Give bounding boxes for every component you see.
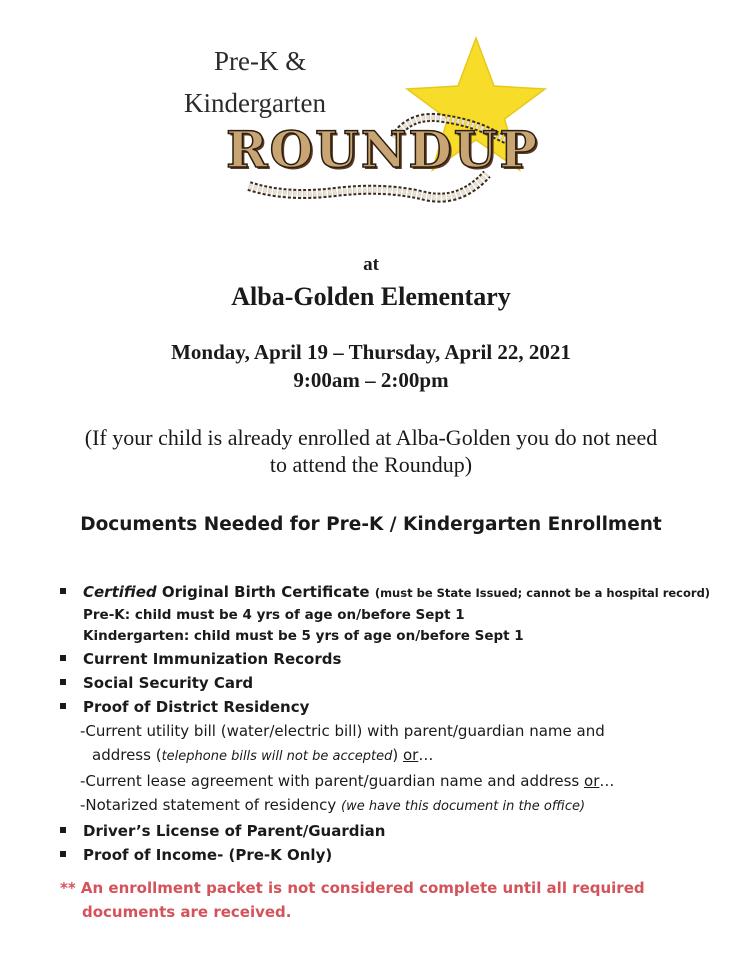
documents-list [60,580,730,867]
enrollment-note [0,424,742,478]
immunization-label: Current Immunization Records [83,650,342,668]
birth-cert-note: (must be State Issued; cannot be a hospital record) [374,586,711,600]
utility-address-text: address ( [92,746,162,764]
drivers-license-label: Driver’s License of Parent/Guardian [83,822,386,840]
proof-of-income-label: Proof of Income- (Pre-K Only) [83,846,333,864]
bullet-icon [60,851,66,857]
lease-line [60,769,730,793]
school-name: Alba-Golden Elementary [231,282,511,311]
note-line-2: to attend the Roundup) [269,452,473,477]
social-security-label: Social Security Card [83,674,254,692]
birth-cert-certified: Certified [83,583,157,601]
notarized-line [60,793,730,819]
enrollment-warning [60,876,700,924]
list-item-residency [60,695,730,719]
list-item-birth-certificate [60,580,730,605]
logo-line-kindergarten: Kindergarten [184,88,326,118]
utility-telephone-note: telephone bills will not be accepted [161,749,393,764]
note-line-1: (If your child is already enrolled at Alba-Golden you do not need [84,425,658,450]
or-text: or [402,746,419,764]
at-label: at [363,254,379,275]
warning-line-1: ** An enrollment packet is not considered complete until all required [60,879,645,897]
kinder-age-requirement: Kindergarten: child must be 5 yrs of age on/before Sept 1 [83,628,524,644]
utility-close-paren: ) [392,746,403,764]
ellipsis-text: … [599,772,615,790]
bullet-icon [60,827,66,833]
lease-text: -Current lease agreement with parent/guardian name and address [80,772,585,790]
or-text: or [584,772,600,790]
bullet-icon [60,655,66,661]
bullet-icon [60,588,66,594]
warning-line-2: documents are received. [82,903,292,921]
logo-line-prek: Pre-K & [214,46,307,76]
bullet-icon [60,679,66,685]
documents-heading: Documents Needed for Pre-K / Kindergarten Enrollment [80,514,662,535]
prek-age-requirement: Pre-K: child must be 4 yrs of age on/before Sept 1 [83,607,465,623]
notarized-note: (we have this document in the office) [341,799,586,814]
list-item-social-security [60,671,730,695]
list-item-proof-of-income [60,843,730,867]
event-hours: 9:00am – 2:00pm [293,368,449,392]
residency-label: Proof of District Residency [83,698,310,716]
list-item-immunization [60,647,730,671]
utility-bill-line-2 [60,743,730,769]
logo-wordmark: ROUNDUP [226,120,539,179]
event-dates: Monday, April 19 – Thursday, April 22, 2021 [171,340,571,364]
bullet-icon [60,703,66,709]
list-item-drivers-license [60,819,730,843]
ellipsis-text: … [418,746,434,764]
roundup-logo [170,38,550,228]
notarized-text: -Notarized statement of residency [80,796,342,814]
utility-bill-line: -Current utility bill (water/electric bill) with parent/guardian name and [80,722,605,740]
birth-cert-label: Original Birth Certificate [156,583,370,601]
rope-icon [245,164,495,210]
